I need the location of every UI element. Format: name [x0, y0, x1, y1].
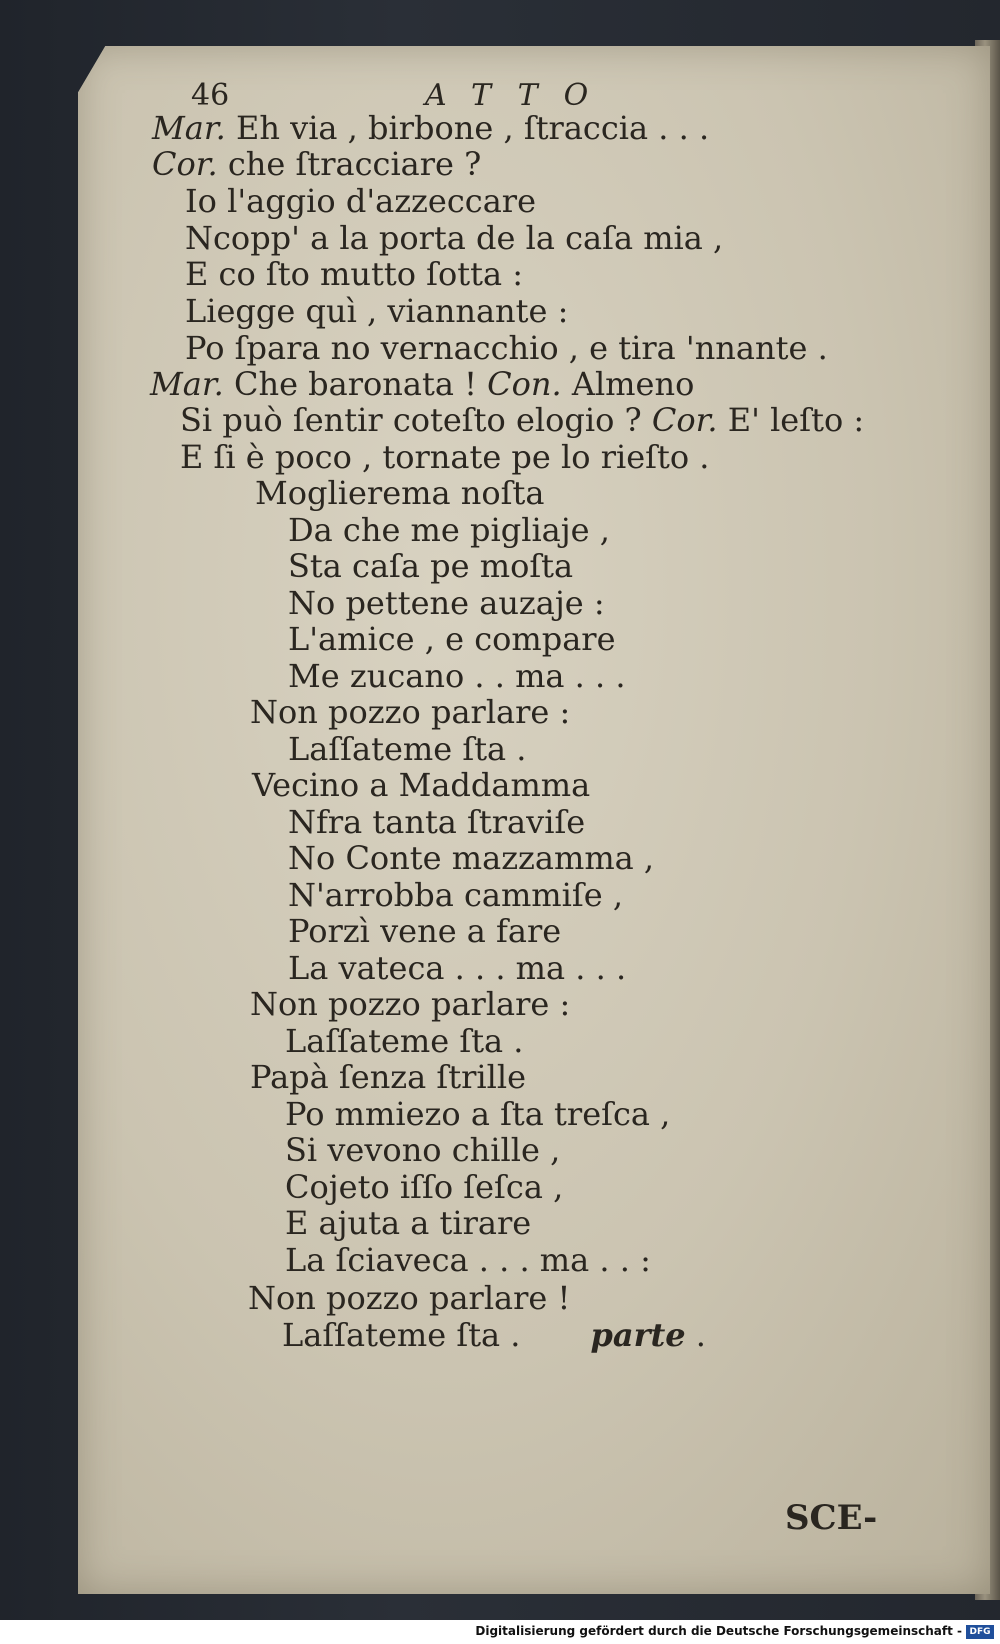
- text-line-24: La vateca . . . ma . . .: [288, 949, 627, 987]
- line-text: Almeno: [561, 365, 695, 403]
- speaker-label: Con.: [487, 365, 562, 403]
- dfg-logo: DFG: [966, 1625, 994, 1639]
- text-line-25: Non pozzo parlare :: [250, 985, 571, 1023]
- line-text: .: [685, 1316, 706, 1354]
- text-line-17: Non pozzo parlare :: [250, 693, 571, 731]
- text-line-13: Sta caſa pe moſta: [288, 547, 574, 585]
- text-line-1: [152, 110, 709, 146]
- text-line-30: Cojeto iſſo ſeſca ,: [285, 1168, 564, 1206]
- line-text: Si può ſentir coteſto elogio ?: [180, 401, 652, 439]
- text-line-32: La ſciaveca . . . ma . . :: [285, 1241, 651, 1279]
- text-line-34: [282, 1317, 706, 1353]
- running-head: ATTO: [425, 78, 615, 113]
- stage-direction: parte: [590, 1316, 686, 1354]
- speaker-label: Cor.: [651, 401, 718, 439]
- text-line-21: No Conte mazzamma ,: [288, 839, 655, 877]
- text-line-6: Liegge quì , viannante :: [185, 292, 569, 330]
- speaker-label: Cor.: [152, 145, 218, 183]
- text-line-29: Si vevono chille ,: [285, 1131, 561, 1169]
- text-line-8: [150, 366, 694, 402]
- page-number: 46: [191, 78, 230, 113]
- text-line-14: No pettene auzaje :: [288, 584, 605, 622]
- text-line-16: Me zucano . . ma . . .: [288, 657, 626, 695]
- line-text: Che baronata !: [223, 365, 488, 403]
- text-line-4: Ncopp' a la porta de la caſa mia ,: [185, 219, 724, 257]
- text-line-3: Io l'aggio d'azzeccare: [185, 182, 536, 220]
- text-line-26: Laſſateme ſta .: [285, 1022, 524, 1060]
- line-text: che ſtracciare ?: [217, 145, 482, 183]
- text-line-18: Laſſateme ſta .: [288, 730, 527, 768]
- line-text: Eh via , birbone , ſtraccia . . .: [225, 109, 710, 147]
- speaker-label: Mar.: [150, 365, 224, 403]
- text-line-20: Nfra tanta ſtraviſe: [288, 803, 586, 841]
- text-line-28: Po mmiezo a ſta treſca ,: [285, 1095, 671, 1133]
- line-text: E' leſto :: [717, 401, 865, 439]
- text-line-15: L'amice , e compare: [288, 620, 616, 658]
- text-line-22: N'arrobba cammiſe ,: [288, 876, 623, 914]
- line-text: Laſſateme ſta .: [282, 1316, 521, 1354]
- text-line-5: E co ſto mutto ſotta :: [185, 255, 523, 293]
- speaker-label: Mar.: [152, 109, 226, 147]
- text-line-12: Da che me pigliaje ,: [288, 511, 610, 549]
- text-line-2: [152, 146, 481, 182]
- text-line-31: E ajuta a tirare: [285, 1204, 532, 1242]
- text-line-19: Vecino a Maddamma: [252, 766, 591, 804]
- funding-credit: Digitalisierung gefördert durch die Deutsche Forschungsgemeinschaft -: [475, 1624, 962, 1638]
- text-line-11: Moglierema noſta: [255, 474, 545, 512]
- text-line-7: Po ſpara no vernacchio , e tira 'nnante .: [185, 329, 828, 367]
- text-line-9: [180, 402, 864, 438]
- text-line-27: Papà ſenza ſtrille: [250, 1058, 527, 1096]
- text-line-23: Porzì vene a fare: [288, 912, 562, 950]
- text-line-10: E ſi è poco , tornate pe lo rieſto .: [180, 438, 710, 476]
- catchword: SCE-: [785, 1498, 878, 1538]
- text-line-33: Non pozzo parlare !: [248, 1279, 571, 1317]
